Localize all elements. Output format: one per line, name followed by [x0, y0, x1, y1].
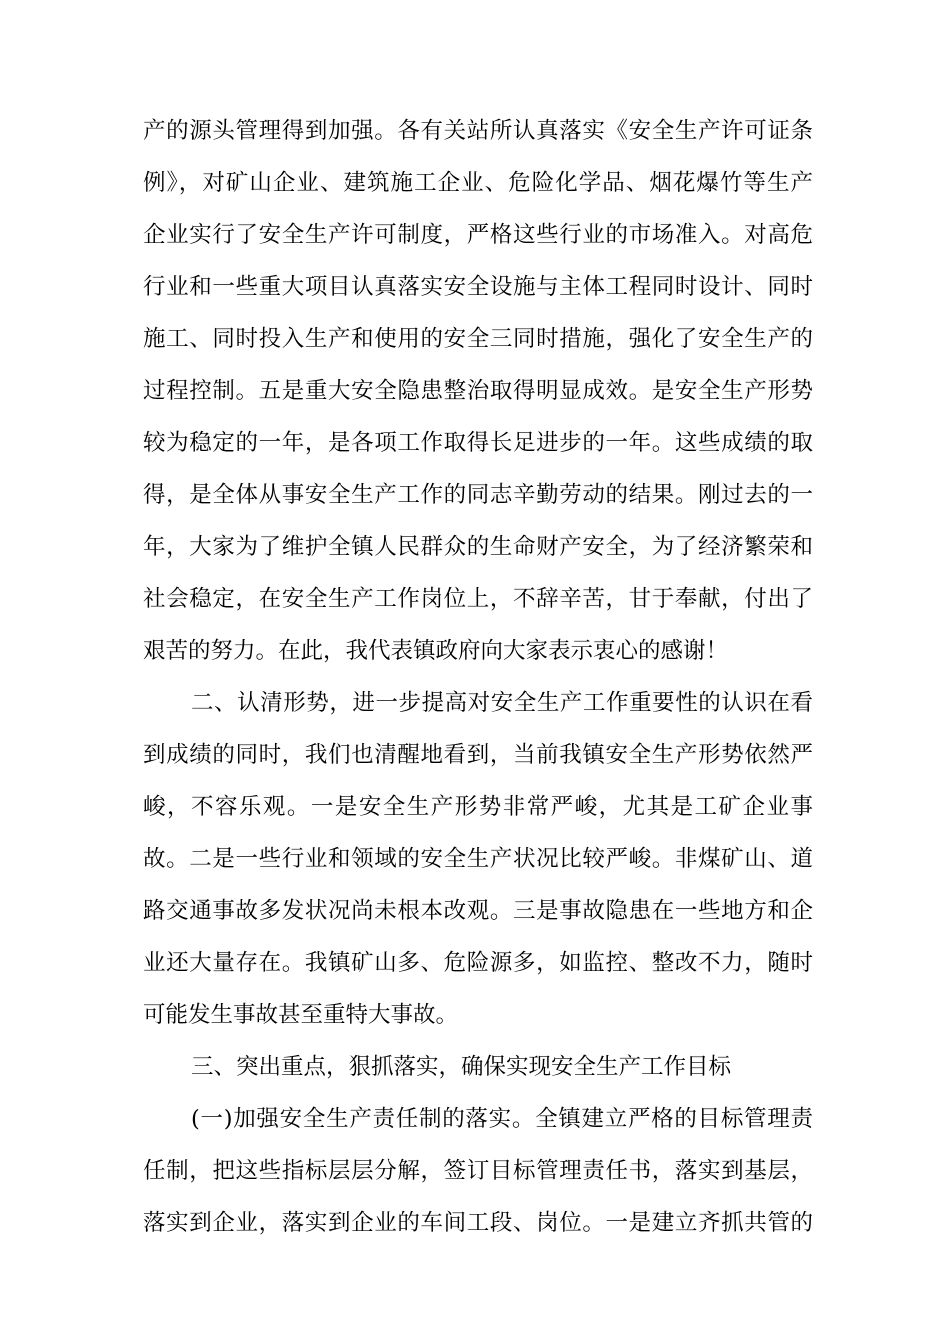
text-line: 路交通事故多发状况尚未根本改观。三是事故隐患在一些地方和企	[143, 898, 813, 924]
section-heading-3: 三、突出重点，狠抓落实，确保实现安全生产工作目标	[191, 1054, 732, 1080]
text-line: 施工、同时投入生产和使用的安全三同时措施，强化了安全生产的	[143, 326, 813, 352]
text-line: 社会稳定，在安全生产工作岗位上，不辞辛苦，甘于奉献，付出了	[143, 586, 813, 612]
text-line: 峻，不容乐观。一是安全生产形势非常严峻，尤其是工矿企业事	[143, 794, 813, 820]
text-line: 任制，把这些指标层层分解，签订目标管理责任书，落实到基层，	[143, 1158, 813, 1184]
text-line: 企业实行了安全生产许可制度，严格这些行业的市场准入。对高危	[143, 222, 813, 248]
text-line: 故。二是一些行业和领域的安全生产状况比较严峻。非煤矿山、道	[143, 846, 813, 872]
section-heading-2: 二、认清形势，进一步提高对安全生产工作重要性的认识在看	[191, 690, 813, 716]
text-line: 到成绩的同时，我们也清醒地看到，当前我镇安全生产形势依然严	[143, 742, 813, 768]
text-line: 例》，对矿山企业、建筑施工企业、危险化学品、烟花爆竹等生产	[143, 170, 813, 196]
text-line: 可能发生事故甚至重特大事故。	[143, 1002, 459, 1028]
text-line: 较为稳定的一年，是各项工作取得长足进步的一年。这些成绩的取	[143, 430, 813, 456]
text-line: 年，大家为了维护全镇人民群众的生命财产安全，为了经济繁荣和	[143, 534, 813, 560]
text-line: 得，是全体从事安全生产工作的同志辛勤劳动的结果。刚过去的一	[143, 482, 813, 508]
text-line: 产的源头管理得到加强。各有关站所认真落实《安全生产许可证条	[143, 118, 813, 144]
text-line: 落实到企业，落实到企业的车间工段、岗位。一是建立齐抓共管的	[143, 1210, 813, 1236]
text-line: 行业和一些重大项目认真落实安全设施与主体工程同时设计、同时	[143, 274, 813, 300]
subsection-heading-1: (一)加强安全生产责任制的落实。全镇建立严格的目标管理责	[191, 1106, 813, 1132]
text-line: 业还大量存在。我镇矿山多、危险源多，如监控、整改不力，随时	[143, 950, 813, 976]
text-line: 艰苦的努力。在此，我代表镇政府向大家表示衷心的感谢！	[143, 638, 729, 664]
text-line: 过程控制。五是重大安全隐患整治取得明显成效。是安全生产形势	[143, 378, 813, 404]
